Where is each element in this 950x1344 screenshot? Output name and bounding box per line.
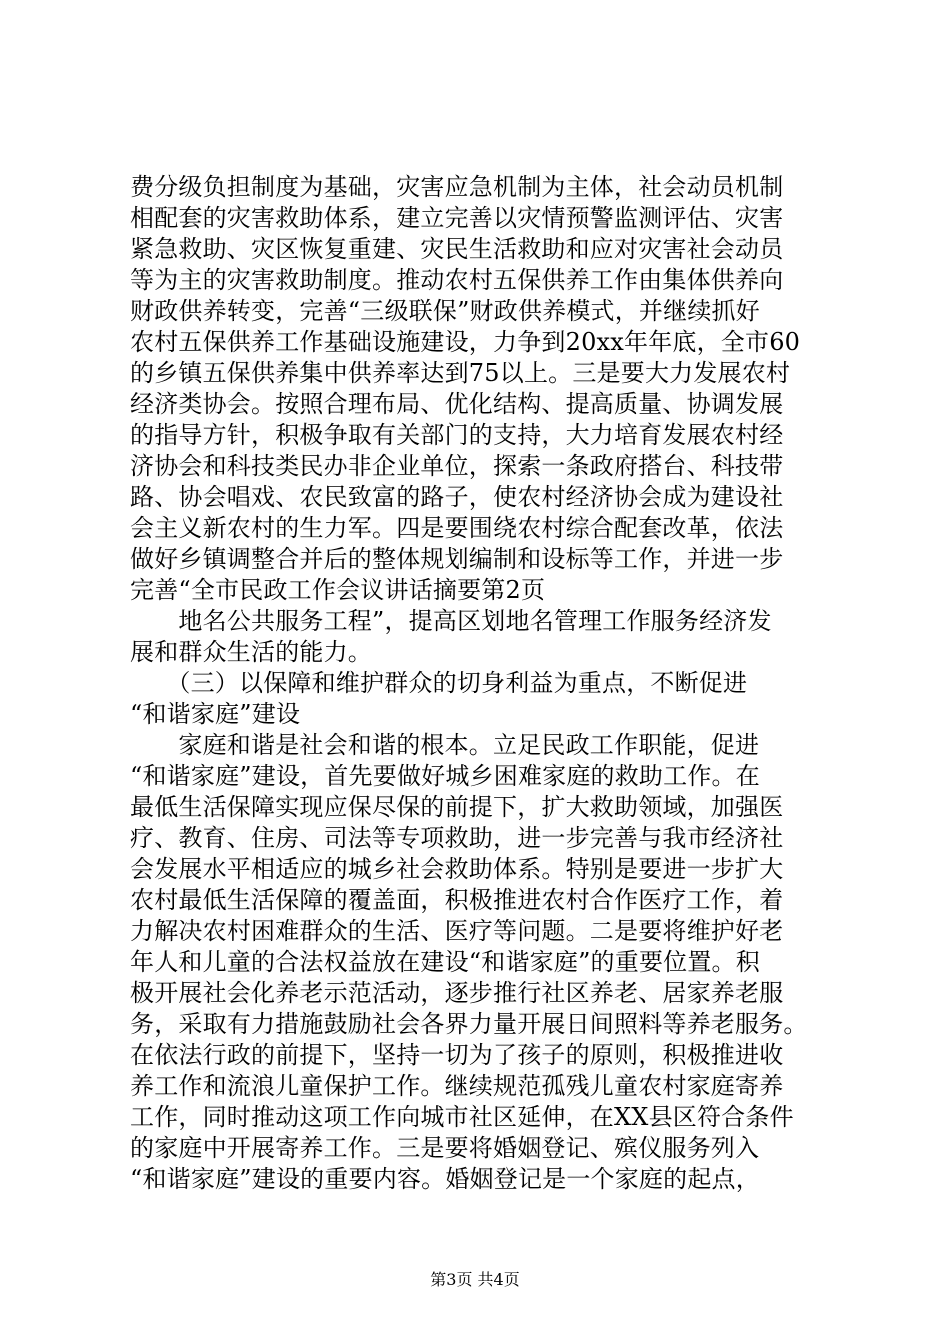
text-line: 农村最低生活保障的覆盖面，积极推进农村合作医疗工作，着 <box>130 886 784 914</box>
document-body <box>130 172 830 1195</box>
text-line: 费分级负担制度为基础，灾害应急机制为主体，社会动员机制 <box>130 173 784 201</box>
text-line: “和谐家庭”建设的重要内容。婚姻登记是一个家庭的起点， <box>130 1165 760 1193</box>
text-line: 经济类协会。按照合理布局、优化结构、提高质量、协调发展 <box>130 390 784 418</box>
text-line: 的家庭中开展寄养工作。三是要将婚姻登记、殡仪服务列入 <box>130 1134 760 1162</box>
section-heading: （三）以保障和维护群众的切身利益为重点，不断促进 <box>130 669 748 697</box>
text-line: 养工作和流浪儿童保护工作。继续规范孤残儿童农村家庭寄养 <box>130 1072 784 1100</box>
text-line: 在依法行政的前提下，坚持一切为了孩子的原则，积极推进收 <box>130 1041 784 1069</box>
text-line: 疗、教育、住房、司法等专项救助，进一步完善与我市经济社 <box>130 824 784 852</box>
text-line: 财政供养转变，完善“三级联保”财政供养模式，并继续抓好 <box>130 297 760 325</box>
text-line: 等为主的灾害救助制度。推动农村五保供养工作由集体供养向 <box>130 266 784 294</box>
text-line: 做好乡镇调整合并后的整体规划编制和设标等工作，并进一步 <box>130 545 784 573</box>
text-line: 的指导方针，积极争取有关部门的支持，大力培育发展农村经 <box>130 421 784 449</box>
text-line: 会发展水平相适应的城乡社会救助体系。特别是要进一步扩大 <box>130 855 784 883</box>
text-line: 家庭和谐是社会和谐的根本。立足民政工作职能，促进 <box>130 731 760 759</box>
text-line: 年人和儿童的合法权益放在建设“和谐家庭”的重要位置。积 <box>130 948 760 976</box>
text-line: 路、协会唱戏、农民致富的路子，使农村经济协会成为建设社 <box>130 483 784 511</box>
text-line: 最低生活保障实现应保尽保的前提下，扩大救助领域，加强医 <box>130 793 784 821</box>
text-line: 地名公共服务工程”，提高区划地名管理工作服务经济发 <box>130 607 772 635</box>
text-line: 紧急救助、灾区恢复重建、灾民生活救助和应对灾害社会动员 <box>130 235 784 263</box>
text-line: 济协会和科技类民办非企业单位，探索一条政府搭台、科技带 <box>130 452 784 480</box>
text-line: 工作，同时推动这项工作向城市社区延伸，在XX县区符合条件 <box>130 1103 794 1131</box>
section-heading: “和谐家庭”建设 <box>130 700 301 728</box>
text-line: 力解决农村困难群众的生活、医疗等问题。二是要将维护好老 <box>130 917 784 945</box>
text-line: “和谐家庭”建设，首先要做好城乡困难家庭的救助工作。在 <box>130 762 760 790</box>
text-line: 农村五保供养工作基础设施建设，力争到20xx年年底，全市60 <box>130 328 801 356</box>
text-line: 展和群众生活的能力。 <box>130 638 372 666</box>
text-line: 的乡镇五保供养集中供养率达到75以上。三是要大力发展农村 <box>130 359 791 387</box>
page-number-footer: 第3页 共4页 <box>430 1270 520 1289</box>
text-line: 务，采取有力措施鼓励社会各界力量开展日间照料等养老服务。 <box>130 1010 808 1038</box>
text-line: 极开展社会化养老示范活动，逐步推行社区养老、居家养老服 <box>130 979 784 1007</box>
text-line: 相配套的灾害救助体系，建立完善以灾情预警监测评估、灾害 <box>130 204 784 232</box>
text-line: 会主义新农村的生力军。四是要围绕农村综合配套改革，依法 <box>130 514 784 542</box>
text-line: 完善“全市民政工作会议讲话摘要第2页 <box>130 576 546 604</box>
